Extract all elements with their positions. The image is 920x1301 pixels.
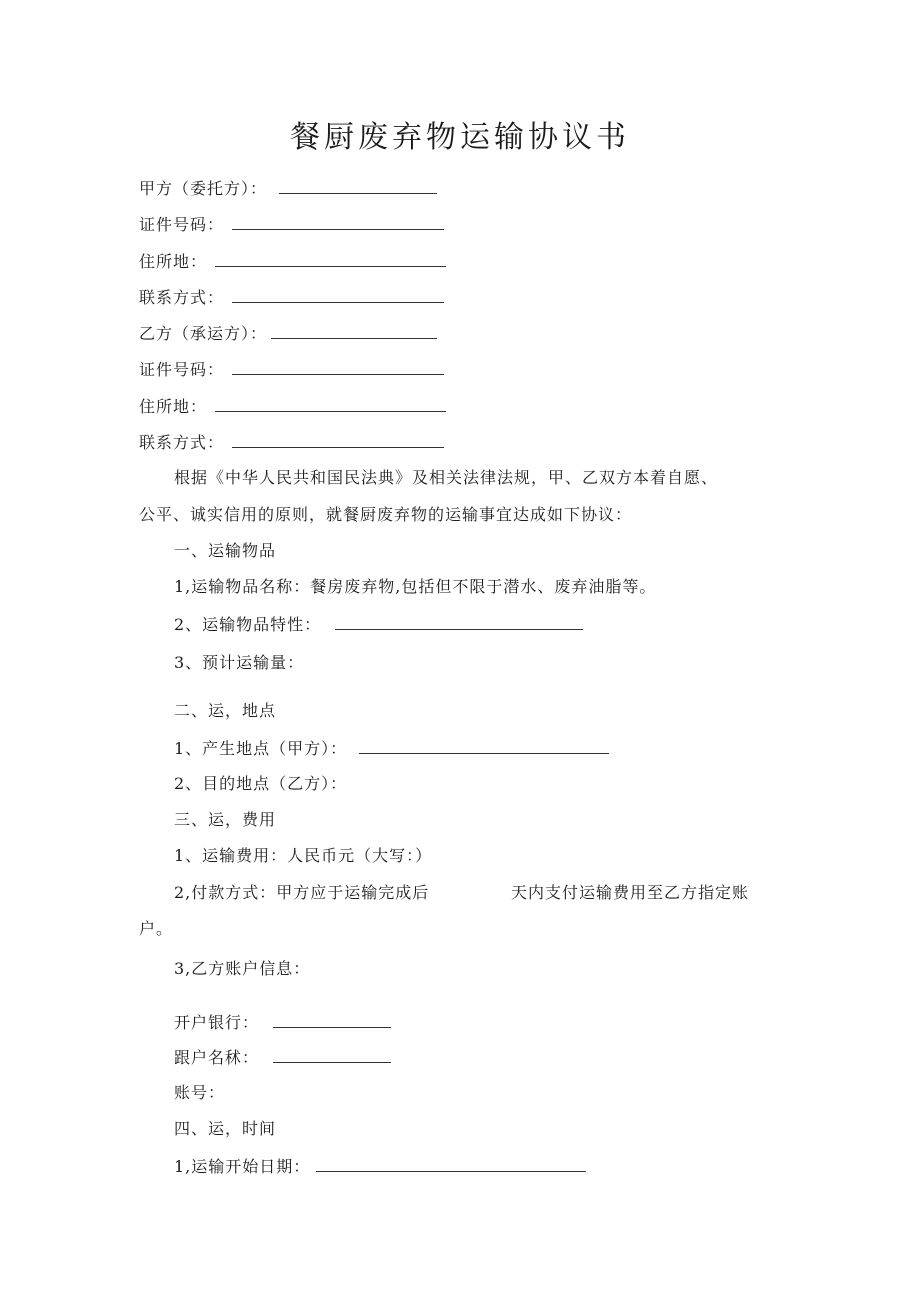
party-b-contact-blank [232,431,444,448]
party-b-line [139,322,437,345]
section-1-heading: 一、运输物品 [174,541,277,560]
document-title: 餐厨废弃物运输协议书 [290,120,630,155]
section-2-heading: 二、运，地点 [174,701,277,720]
party-a-id-line [139,213,444,236]
party-a-contact-blank [232,286,444,303]
party-a-address-label: 住所地： [139,252,208,271]
party-b-id-label: 证件号码： [139,360,225,379]
section-3-item-2c: 户。 [139,919,174,938]
section-4-item-1-line [174,1155,586,1178]
section-4-item-1-blank [316,1155,586,1172]
section-1-item-2-label: 2、运输物品特性： [174,615,322,634]
section-3-item-2a: 2,付款方式：甲方应于运输完成后 [174,883,430,902]
section-3-item-2b: 天内支付运输费用至乙方指定账 [511,883,750,902]
preamble-line-2: 公平、诚实信用的原则，就餐厨废弃物的运输事宜达成如下协议： [139,505,633,524]
section-2-item-2: 2、目的地点（乙方）： [174,774,348,793]
party-a-label: 甲方（委托方）： [139,179,268,198]
bank-label: 开户银行： [174,1013,260,1032]
section-3-heading: 三、运，费用 [174,810,277,829]
party-b-id-line [139,358,444,381]
party-a-id-label: 证件号码： [139,215,225,234]
party-b-blank [271,322,437,339]
section-1-item-2-line [174,613,583,636]
account-name-blank [273,1046,391,1063]
party-a-blank [279,177,437,194]
party-b-address-label: 住所地： [139,397,208,416]
preamble-line-1: 根据《中华人民共和国民法典》及相关法律法规，甲、乙双方本着自愿、 [174,468,719,487]
section-4-heading: 四、运，时间 [174,1119,277,1138]
section-1-item-2-blank [335,613,583,630]
party-a-id-blank [232,213,444,230]
bank-line [174,1011,391,1034]
section-3-item-1: 1、运输费用：人民币元（大写：） [174,846,433,865]
account-name-label: 跟户名秫： [174,1048,260,1067]
party-a-contact-line [139,286,444,309]
party-a-line [139,177,437,200]
section-4-item-1-label: 1,运输开始日期： [174,1157,311,1176]
party-a-address-line [139,250,446,273]
section-1-item-3: 3、预计运输量： [174,653,305,672]
bank-blank [273,1011,391,1028]
section-2-item-1-label: 1、产生地点（甲方）： [174,739,348,758]
party-b-contact-label: 联系方式： [139,433,225,452]
party-b-address-line [139,395,446,418]
party-b-contact-line [139,431,444,454]
party-b-label: 乙方（承运方）： [139,324,268,343]
account-name-line [174,1046,391,1069]
section-2-item-1-blank [359,737,609,754]
section-1-item-1: 1,运输物品名称：餐房废弃物,包括但不限于潜水、废弃油脂等。 [174,577,657,596]
party-b-address-blank [215,395,446,412]
party-b-id-blank [232,358,444,375]
section-3-item-3: 3,乙方账户信息： [174,959,311,978]
section-2-item-1-line [174,737,609,760]
party-a-address-blank [215,250,446,267]
account-no-line: 账号： [174,1083,226,1102]
party-a-contact-label: 联系方式： [139,288,225,307]
